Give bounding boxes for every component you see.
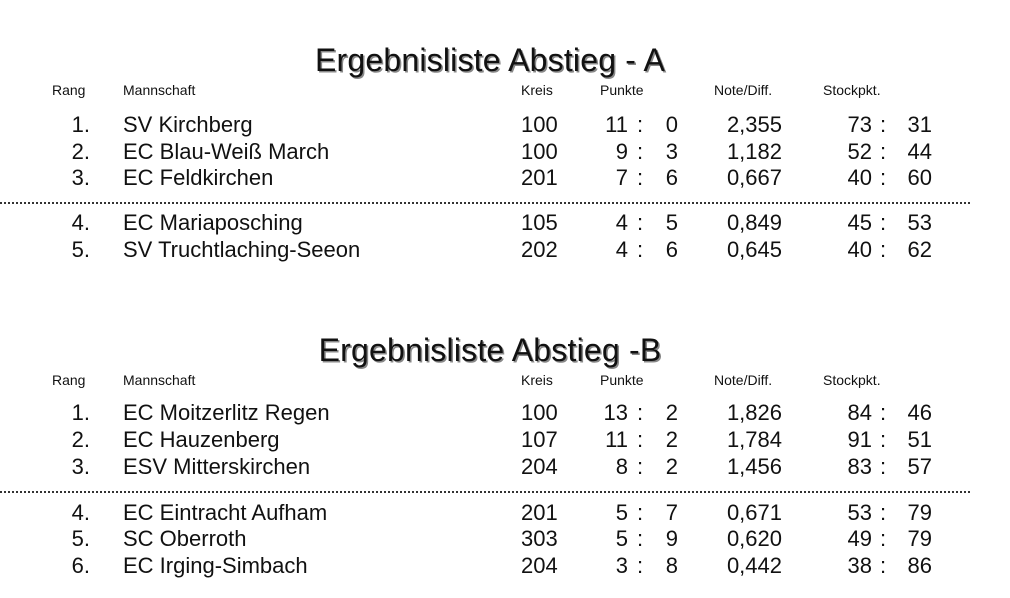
points-for: 13 (603, 400, 628, 425)
table-row (0, 427, 1010, 453)
table-row (0, 400, 1010, 426)
kreis-value: 201 (521, 165, 558, 190)
stock-separator: : (880, 553, 887, 578)
team-name: SV Truchtlaching-Seeon (123, 237, 361, 262)
table-row (0, 454, 1010, 480)
stock-for: 38 (847, 553, 872, 578)
stock-for: 49 (847, 526, 872, 551)
stock-for: 83 (847, 454, 872, 479)
note-diff: 0,849 (726, 210, 782, 235)
stock-separator: : (880, 112, 887, 137)
points-for: 5 (615, 526, 628, 551)
header-stockpkt: Stockpkt. (823, 82, 881, 98)
relegation-divider (0, 202, 970, 204)
points-against: 3 (665, 139, 678, 164)
header-note: Note/Diff. (714, 82, 773, 98)
stock-for: 52 (847, 139, 872, 164)
rank: 3. (71, 165, 90, 190)
kreis-value: 100 (521, 139, 558, 164)
points-separator: : (637, 454, 644, 479)
stock-against: 44 (907, 139, 932, 164)
table-row (0, 500, 1010, 526)
rank: 4. (71, 210, 90, 235)
points-for: 9 (615, 139, 628, 164)
rank: 1. (71, 400, 90, 425)
team-name: EC Moitzerlitz Regen (123, 400, 330, 425)
stock-against: 79 (907, 500, 932, 525)
note-diff: 1,826 (726, 400, 782, 425)
stock-for: 40 (847, 237, 872, 262)
stock-against: 51 (907, 427, 932, 452)
note-diff: 0,645 (726, 237, 782, 262)
table-row (0, 553, 1010, 579)
stock-against: 53 (907, 210, 932, 235)
table-row (0, 237, 1010, 263)
rank: 2. (71, 139, 90, 164)
points-separator: : (637, 553, 644, 578)
points-against: 9 (665, 526, 678, 551)
kreis-value: 100 (521, 112, 558, 137)
stock-separator: : (880, 237, 887, 262)
points-separator: : (637, 237, 644, 262)
stock-separator: : (880, 210, 887, 235)
note-diff: 1,784 (726, 427, 782, 452)
team-name: EC Mariaposching (123, 210, 303, 235)
table-row (0, 165, 1010, 191)
stock-separator: : (880, 400, 887, 425)
points-separator: : (637, 210, 644, 235)
header-rang: Rang (52, 82, 86, 98)
table-row (0, 526, 1010, 552)
rank: 6. (71, 553, 90, 578)
stock-separator: : (880, 500, 887, 525)
points-against: 7 (665, 500, 678, 525)
note-diff: 1,456 (726, 454, 782, 479)
note-diff: 0,620 (726, 526, 782, 551)
section-title: Ergebnisliste Abstieg - A (314, 42, 666, 78)
note-diff: 2,355 (726, 112, 782, 137)
rank: 3. (71, 454, 90, 479)
stock-for: 53 (847, 500, 872, 525)
relegation-divider (0, 491, 970, 493)
team-name: ESV Mitterskirchen (123, 454, 311, 479)
stock-for: 91 (847, 427, 872, 452)
kreis-value: 204 (521, 454, 558, 479)
header-stockpkt: Stockpkt. (823, 372, 881, 388)
points-separator: : (637, 139, 644, 164)
points-against: 6 (665, 237, 678, 262)
note-diff: 0,671 (726, 500, 782, 525)
points-against: 2 (665, 400, 678, 425)
header-punkte: Punkte (600, 82, 644, 98)
team-name: SC Oberroth (123, 526, 247, 551)
note-diff: 0,442 (726, 553, 782, 578)
points-separator: : (637, 112, 644, 137)
section-title: Ergebnisliste Abstieg -B (318, 332, 662, 368)
stock-separator: : (880, 526, 887, 551)
points-for: 4 (615, 237, 628, 262)
stock-separator: : (880, 454, 887, 479)
stock-for: 73 (847, 112, 872, 137)
table-row (0, 210, 1010, 236)
team-name: EC Irging-Simbach (123, 553, 308, 578)
stock-against: 31 (907, 112, 932, 137)
kreis-value: 202 (521, 237, 558, 262)
note-diff: 0,667 (726, 165, 782, 190)
points-separator: : (637, 427, 644, 452)
stock-against: 62 (907, 237, 932, 262)
table-row (0, 112, 1010, 138)
points-for: 11 (605, 112, 628, 137)
stock-separator: : (880, 139, 887, 164)
table-row (0, 139, 1010, 165)
header-rang: Rang (52, 372, 86, 388)
header-note: Note/Diff. (714, 372, 773, 388)
kreis-value: 105 (521, 210, 558, 235)
stock-against: 60 (907, 165, 932, 190)
points-for: 11 (605, 427, 628, 452)
stock-against: 46 (907, 400, 932, 425)
points-for: 8 (615, 454, 628, 479)
kreis-value: 204 (521, 553, 558, 578)
rank: 4. (71, 500, 90, 525)
header-kreis: Kreis (521, 372, 553, 388)
stock-separator: : (880, 427, 887, 452)
points-for: 7 (615, 165, 628, 190)
team-name: EC Eintracht Aufham (123, 500, 328, 525)
rank: 5. (71, 237, 90, 262)
header-mannschaft: Mannschaft (123, 82, 196, 98)
stock-against: 57 (907, 454, 932, 479)
team-name: EC Hauzenberg (123, 427, 280, 452)
team-name: SV Kirchberg (123, 112, 253, 137)
points-for: 5 (615, 500, 628, 525)
points-against: 2 (665, 427, 678, 452)
points-for: 3 (615, 553, 628, 578)
points-against: 2 (665, 454, 678, 479)
note-diff: 1,182 (726, 139, 782, 164)
stock-for: 45 (847, 210, 872, 235)
kreis-value: 201 (521, 500, 558, 525)
header-kreis: Kreis (521, 82, 553, 98)
stock-for: 84 (847, 400, 872, 425)
team-name: EC Blau-Weiß March (123, 139, 330, 164)
team-name: EC Feldkirchen (123, 165, 274, 190)
points-separator: : (637, 165, 644, 190)
header-mannschaft: Mannschaft (123, 372, 196, 388)
kreis-value: 107 (521, 427, 558, 452)
rank: 2. (71, 427, 90, 452)
kreis-value: 303 (521, 526, 558, 551)
header-punkte: Punkte (600, 372, 644, 388)
stock-against: 86 (907, 553, 932, 578)
points-against: 8 (665, 553, 678, 578)
rank: 5. (71, 526, 90, 551)
points-for: 4 (615, 210, 628, 235)
stock-separator: : (880, 165, 887, 190)
points-against: 0 (665, 112, 678, 137)
points-separator: : (637, 526, 644, 551)
kreis-value: 100 (521, 400, 558, 425)
stock-for: 40 (847, 165, 872, 190)
rank: 1. (71, 112, 90, 137)
points-separator: : (637, 400, 644, 425)
stock-against: 79 (907, 526, 932, 551)
points-against: 5 (665, 210, 678, 235)
points-separator: : (637, 500, 644, 525)
points-against: 6 (665, 165, 678, 190)
